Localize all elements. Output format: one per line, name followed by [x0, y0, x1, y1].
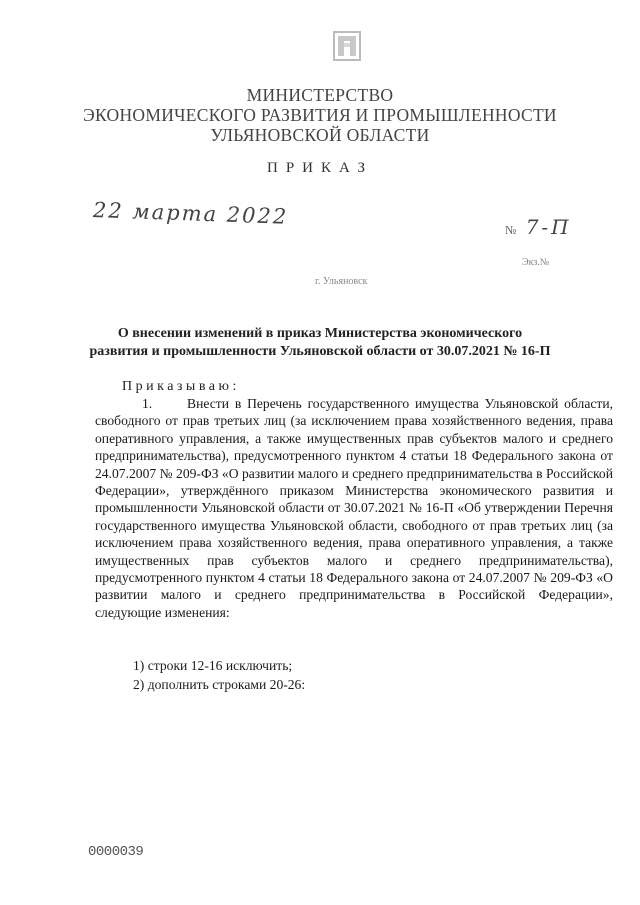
ministry-name-line3: УЛЬЯНОВСКОЙ ОБЛАСТИ — [210, 125, 430, 145]
list-item: 2) дополнить строками 20-26: — [133, 676, 306, 692]
page-serial-code: 0000039 — [88, 844, 144, 860]
order-word: Приказываю: — [122, 379, 240, 394]
document-subject — [70, 325, 570, 361]
document-type: ПРИКАЗ — [267, 160, 373, 176]
city-name: г. Ульяновск — [315, 276, 368, 287]
ministry-name — [40, 85, 600, 145]
list-item: 1) строки 12-16 исключить; — [133, 658, 293, 673]
document-body — [95, 395, 613, 621]
copy-number-label: Экз.№ — [522, 257, 550, 268]
ministry-name-line1: МИНИСТЕРСТВО — [246, 85, 394, 105]
handwritten-number: 7-П — [525, 215, 572, 239]
ministry-name-line2: ЭКОНОМИЧЕСКОГО РАЗВИТИЯ И ПРОМЫШЛЕННОСТИ — [83, 105, 557, 125]
handwritten-date: 22 марта 2022 — [92, 198, 289, 229]
document-number — [505, 215, 572, 239]
subject-line2: развития и промышленности Ульяновской области от 30.07.2021 № 16-П — [89, 344, 551, 359]
subject-line1: О внесении изменений в приказ Министерства экономического — [117, 326, 523, 341]
change-items-list — [133, 657, 305, 694]
paragraph-1: 1. Внести в Перечень государственного имущества Ульяновской области, свободного от прав третьих лиц (за исключением права хозяйственного ведения, права оперативного управления, а также имущественных прав субъектов малого и среднего предпринимательства), предусмотренного пунктом 4 статьи 18 Федерального закона от 24.07.2007 № 209-ФЗ «О развитии малого и среднего предпринимательства в Российской Федерации», утверждённого приказом Министерства экономического развития и промышленности Ульяновской области от 30.07.2021 № 16-П «Об утверждении Перечня государственного имущества Ульяновской области, свободного от прав третьих лиц (за исключением права хозяйственного ведения, права оперативного управления, а также имущественных прав субъектов малого и среднего предпринимательства), предусмотренного пунктом 4 статьи 18 Федерального закона от 24.07.2007 № 209-ФЗ «О развитии малого и среднего предпринимательства в Российской Федерации», следующие изменения: — [95, 396, 613, 620]
coat-of-arms-emblem — [333, 30, 361, 62]
number-label: № — [505, 223, 517, 237]
